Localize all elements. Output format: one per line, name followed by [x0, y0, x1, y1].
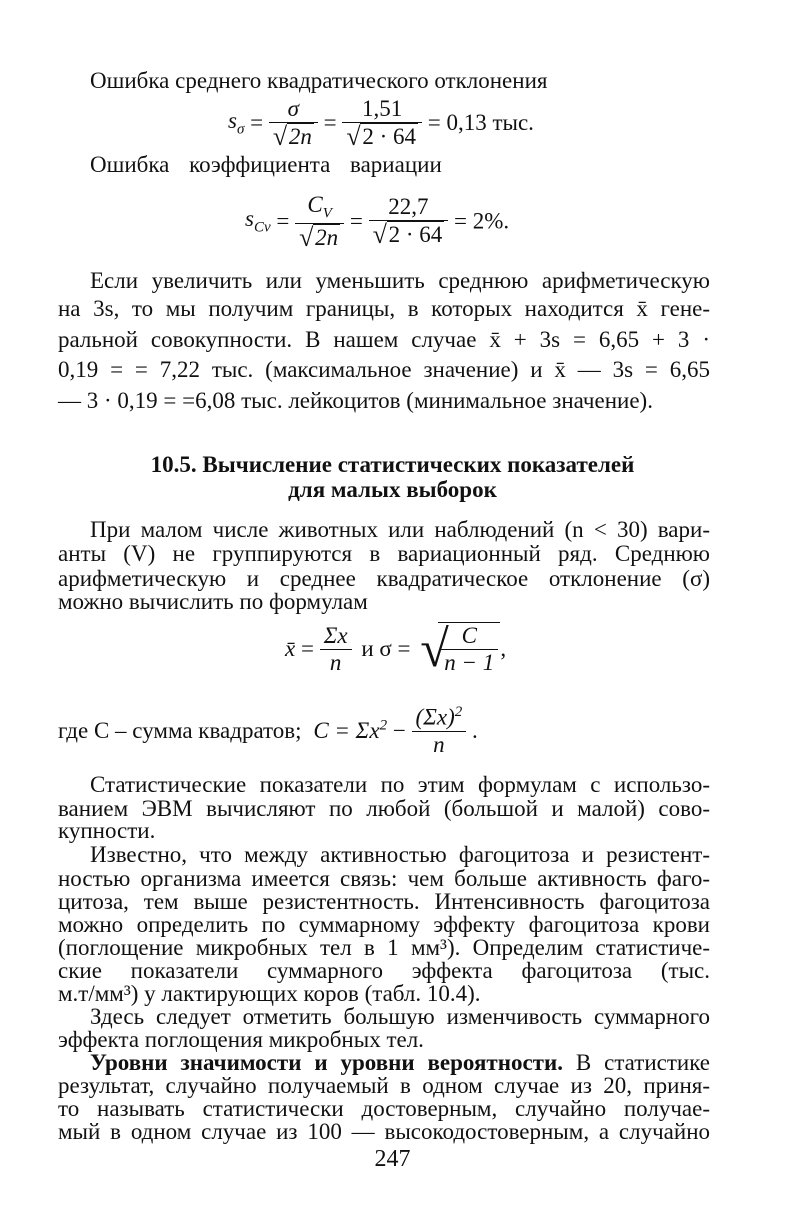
section-heading: для малых выборок [288, 477, 497, 502]
formula-c-definition: где C – сумма квадратов; $C = \Sigma x^2$ − $\frac{(\Sigma x)^2}{n}$ . [58, 704, 478, 757]
section-heading: 10.5. Вычисление статистических показателей [150, 452, 635, 477]
fraction: $C_V$ √ 2n [295, 192, 344, 251]
text-line: можно вычислить по формулам [58, 589, 368, 614]
square-root: √ $\frac{C}{n - 1}$ [420, 622, 500, 676]
text-line: Здесь следует отметить большую изменчивость суммарного [90, 1004, 710, 1029]
text-line: Статистические показатели по этим формулам с использо- [90, 772, 710, 797]
text-line: Если увеличить или уменьшить среднюю арифметическую [90, 268, 710, 293]
text-line: эффекта поглощения микробных тел. [58, 1027, 424, 1052]
text-line: можно определить по суммарному эффекту фагоцитоза крови [58, 912, 710, 937]
fraction: σ √ 2n [269, 96, 318, 150]
text-line: При малом числе животных или наблюдений (n < 30) вари- [90, 517, 710, 542]
fraction: $\frac{C}{n - 1}$ [440, 623, 498, 676]
text-line: Уровни значимости и уровни вероятности. В статистике [90, 1050, 711, 1075]
text-line: на 3s, то мы получим границы, в которых находится x̄ гене- [58, 296, 710, 321]
text-line: ностью организма имеется связь: чем больше активность фаго- [58, 866, 710, 891]
fraction: $\frac{(\Sigma x)^2}{n}$ [412, 704, 467, 758]
text-line: — 3 · 0,19 = =6,08 тыс. лейкоцитов (минимальное значение). [58, 388, 653, 413]
text-line: ванием ЭВМ вычисляют по любой (большой и малой) сово- [58, 796, 710, 821]
formula-s-cv: $s_{Cv}$ = $C_V$ √ 2n = 22,7 √ 2 · 64 = 2%. [245, 192, 510, 252]
text-line: (поглощение микробных тел в 1 мм³). Определим статистиче- [58, 935, 710, 960]
text-line: купности. [58, 818, 156, 843]
text-line: цитоза, тем выше резистентность. Интенсивность фагоцитоза [58, 889, 710, 914]
text-line: Ошибка среднего квадратического отклонения [90, 68, 548, 93]
text-line: 0,19 = = 7,22 тыс. (максимальное значение) и x̄ — 3s = 6,65 [58, 357, 710, 382]
text-line: мый в одном случае из 100 — высокодостоверным, а случайно [58, 1119, 710, 1144]
formula-s-sigma: $s_\sigma$ = σ √ 2n = 1,51 √ 2 · 64 = 0,13 тыс. [228, 96, 534, 151]
fraction: $\frac{\Sigma x}{n}$ [320, 623, 352, 676]
text-line: то называть статистически достоверным, случайно получае- [58, 1096, 710, 1121]
formula-label: $s_\sigma$ [228, 107, 245, 138]
text-line: Ошибка коэффициента вариации [90, 152, 442, 177]
text-line: результат, случайно получаемый в одном случае из 20, приня- [58, 1073, 710, 1098]
text-line: ральной совокупности. В нашем случае x̄ + 3s = 6,65 + 3 · [58, 327, 710, 352]
fraction: 1,51 √ 2 · 64 [342, 96, 422, 150]
page-number: 247 [374, 1146, 411, 1172]
formula-label: $s_{Cv}$ [245, 206, 271, 236]
text-line: м.т/мм³) у лактирующих коров (табл. 10.4). [58, 981, 481, 1006]
text-line: арифметическую и среднее квадратическое отклонение (σ) [58, 566, 710, 591]
text-line: ские показатели суммарного эффекта фагоцитоза (тыс. [58, 958, 710, 983]
formula-mean-sigma: x̄ = $\frac{\Sigma x}{n}$ и σ = √ $\frac{C}{n - 1}$ , [285, 621, 507, 678]
text-line: Известно, что между активностью фагоцитоза и резистент- [90, 842, 710, 867]
fraction: 22,7 √ 2 · 64 [369, 194, 449, 248]
text-line: анты (V) не группируются в вариационный ряд. Среднюю [58, 541, 710, 566]
